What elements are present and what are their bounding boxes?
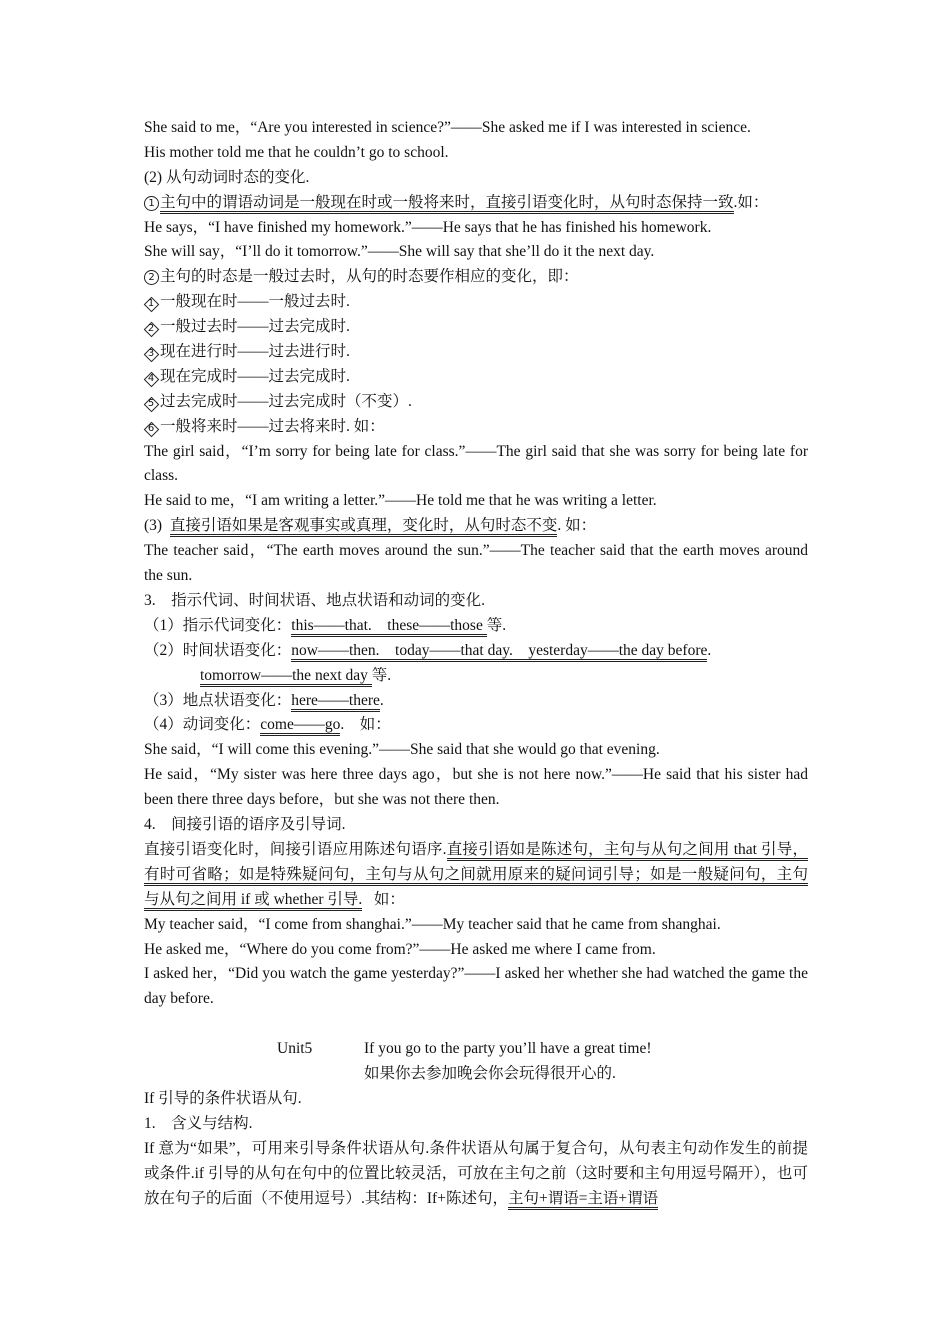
unit-title: If you go to the party you’ll have a great time! [364,1040,652,1058]
blank-line [144,1012,808,1037]
diamond-number-icon: 6 [144,422,158,436]
diamond-number-icon: 3 [144,347,158,361]
example-sentence: He said，“My sister was here three days ago，but she is not here now.”——He said that his sister had been there three days before，but she was not there then. [144,766,808,809]
section-heading: 3. 指示代词、时间状语、地点状语和动词的变化. [144,591,486,609]
example-sentence: I asked her，“Did you watch the game yesterday?”——I asked her whether she had watched the game the day before. [144,965,808,1008]
circled-number-icon: 1 [144,196,159,211]
section-heading: 1. 含义与结构. [144,1114,253,1132]
example-sentence: He said to me，“I am writing a letter.”——He told me that he was writing a letter. [144,492,657,510]
unit-heading [144,1037,808,1062]
rule-line [144,191,808,216]
unit-subheading [144,1062,808,1087]
section-heading: 4. 间接引语的语序及引导词. [144,816,346,834]
change-item: （1）指示代词变化：this——that. these——those 等. [144,614,808,639]
rule-tail: .如： [733,193,769,211]
diamond-number-icon: 5 [144,397,158,411]
diamond-number-icon: 2 [144,322,158,336]
rule-line [144,265,808,290]
example-sentence: My teacher said，“I come from shanghai.”——My teacher said that he came from shanghai. [144,915,721,933]
tense-change-item: 2 一般过去时——过去完成时. [144,315,808,340]
diamond-number-icon: 4 [144,372,158,386]
underlined-rule: 主句+谓语=主语+谓语 [508,1190,658,1210]
unit-label: Unit5 [277,1040,313,1058]
rule-line: (3) 直接引语如果是客观事实或真理，变化时，从句时态不变. 如： [144,514,808,539]
underlined-rule: 直接引语如果是客观事实或真理，变化时，从句时态不变 [170,517,558,537]
example-sentence: The girl said，“I’m sorry for being late for class.”——The girl said that she was sorry for being late for class. [144,442,808,485]
example-sentence: His mother told me that he couldn’t go to school. [144,143,449,161]
change-item: （4）动词变化：come——go. 如： [144,713,808,738]
example-sentence: He asked me，“Where do you come from?”——He asked me where I came from. [144,940,656,958]
example-sentence: She said，“I will come this evening.”——She said that she would go that evening. [144,741,660,759]
change-item: （3）地点状语变化：here——there. [144,689,808,714]
tense-change-item: 1 一般现在时——一般过去时. [144,290,808,315]
example-sentence: She will say，“I’ll do it tomorrow.”——She will say that she’ll do it the next day. [144,243,655,261]
rule-text: 主句的时态是一般过去时，从句的时态要作相应的变化，即： [160,268,579,286]
example-sentence: She said to me，“Are you interested in science?”——She asked me if I was interested in science. [144,119,751,136]
underlined-rule: 直接引语如是陈述句，主句与从句之间用 that 引导，有时可省略；如是特殊疑问句，主句与从句之间就用原来的疑问词引导；如是一般疑问句，主句与从句之间用 if 或 whether 引导. [144,841,808,911]
change-item: （2）时间状语变化：now——then. today——that day. yesterday——the day before. [144,639,808,664]
underlined-rule: 主句中的谓语动词是一般现在时或一般将来时，直接引语变化时，从句时态保持一致 [160,194,734,214]
diamond-number-icon: 1 [144,297,158,311]
paragraph: 直接引语变化时，间接引语应用陈述句语序.直接引语如是陈述句，主句与从句之间用 that 引导，有时可省略；如是特殊疑问句，主句与从句之间就用原来的疑问词引导；如是一般疑问句，主句与从句之间用 if 或 whether 引导. 如： [144,838,808,913]
example-sentence: The teacher said，“The earth moves around the sun.”——The teacher said that the earth moves around the sun. [144,542,808,585]
tense-change-item: 6 一般将来时——过去将来时. 如： [144,415,808,440]
change-item-continued: tomorrow——the next day 等. [144,664,808,689]
circled-number-icon: 2 [144,270,159,285]
unit-subtitle: 如果你去参加晚会你会玩得很开心的. [364,1065,616,1083]
section-heading: (2) 从句动词时态的变化. [144,168,310,186]
section-heading: If 引导的条件状语从句. [144,1089,302,1107]
tense-change-item: 3 现在进行时——过去进行时. [144,340,808,365]
paragraph: If 意为“如果”，可用来引导条件状语从句.条件状语从句属于复合句，从句表主句动作发生的前提或条件.if 引导的从句在句中的位置比较灵活，可放在主句之前（这时要和主句用逗号隔开），也可放在句子的后面（不使用逗号）.其结构：If+陈述句，主句+谓语=主语+谓语 [144,1137,808,1212]
document-body [144,116,808,1211]
tense-change-item: 4 现在完成时——过去完成时. [144,365,808,390]
tense-change-item: 5 过去完成时——过去完成时（不变）. [144,390,808,415]
example-sentence: He says，“I have finished my homework.”——He says that he has finished his homework. [144,218,712,236]
